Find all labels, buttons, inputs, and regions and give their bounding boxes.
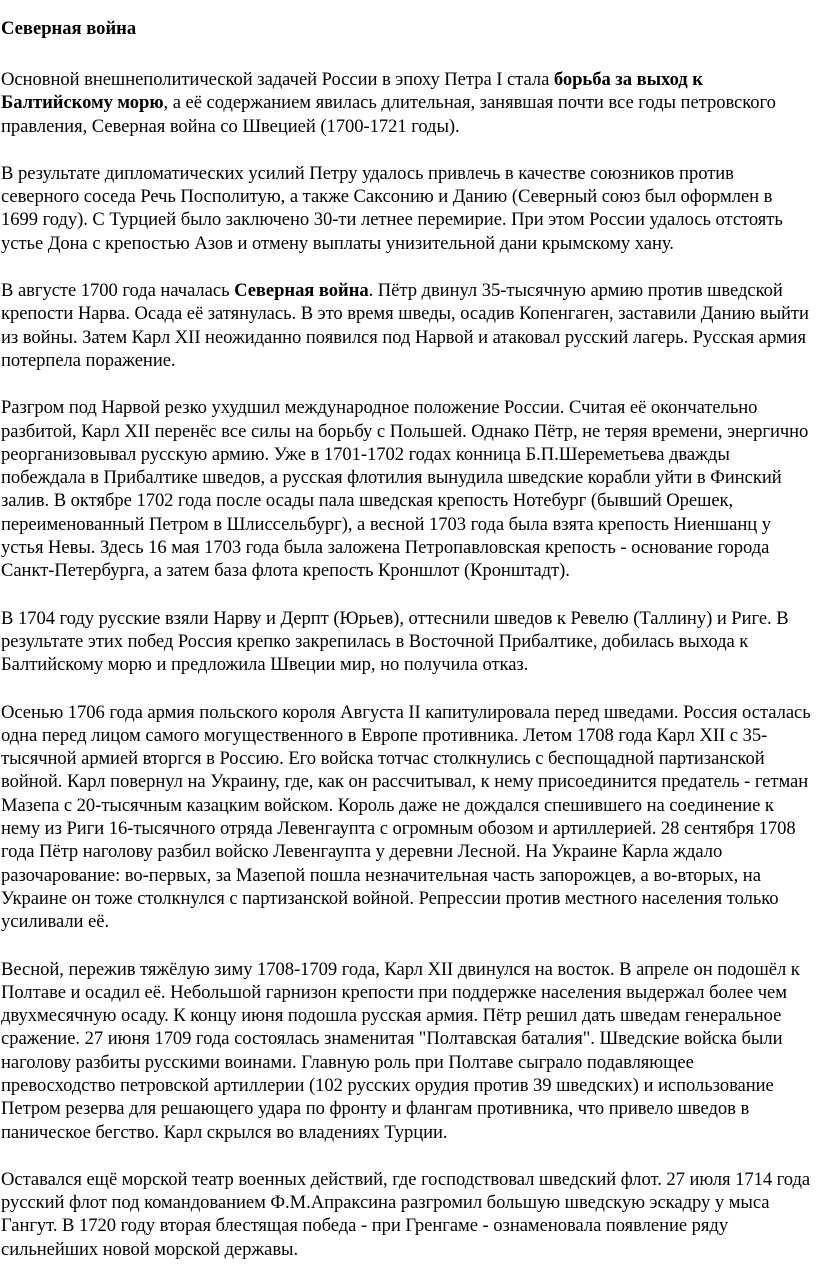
text-segment: В 1704 году русские взяли Нарву и Дерпт (Юрьев), оттеснили шведов к Ревелю (Таллину) и Риге. В результате этих побед Россия крепко закрепилась в Восточной Прибалтике, добилась выхода к Балтийскому морю и предложила Швеции мир, но получила отказ. [1, 607, 789, 676]
paragraph [1, 607, 811, 677]
document-body [1, 68, 811, 1261]
paragraph [1, 701, 811, 934]
paragraph [1, 279, 811, 372]
bold-text: Северная война [234, 280, 369, 302]
text-segment: Весной, пережив тяжёлую зиму 1708-1709 года, Карл XII двинулся на восток. В апреле он подошёл к Полтаве и осадил её. Небольшой гарнизон крепости при поддержке населения выдержал более чем двухмесячную осаду. К концу июня подошла русская армия. Пётр решил дать шведам генеральное сражение. 27 июня 1709 года состоялась знаменитая "Полтавская баталия". Шведские войска были наголову разбиты русскими воинами. Главную роль при Полтаве сыграло подавляющее превосходство петровской артиллерии (102 русских орудия против 39 шведских) и использование Петром резерва для решающего удара по фронту и флангам противника, что привело шведов в паническое бегство. Карл скрылся во владениях Турции. [1, 958, 800, 1143]
text-segment: Основной внешнеполитической задачей России в эпоху Петра I стала [1, 69, 554, 90]
bold-text: борьба за выход к Балтийскому морю [1, 69, 703, 114]
paragraph [1, 1168, 811, 1261]
paragraph [1, 68, 811, 138]
paragraph [1, 162, 811, 255]
paragraph [1, 396, 811, 582]
text-segment: В августе 1700 года началась [1, 280, 235, 302]
text-segment: Разгром под Нарвой резко ухудшил международное положение России. Считая её окончательно разбитой, Карл XII перенёс все силы на борьбу с Польшей. Однако Пётр, не теряя времени, энергично реорганизовывал русскую армию. Уже в 1701-1702 годах конница Б.П.Шереметьева дважды побеждала в Прибалтике шведов, а русская флотилия вынудила шведские корабли уйти в Финский залив. В октябре 1702 года после осады пала шведская крепость Нотебург (бывший Орешек, переименованный Петром в Шлиссельбург), а весной 1703 года была взята крепость Ниеншанц у устья Невы. Здесь 16 мая 1703 года была заложена Петропавловская крепость - основание города Санкт-Петербурга, а затем база флота крепость Кроншлот (Кронштадт). [1, 397, 809, 582]
text-segment: . Пётр двинул 35-тысячную армию против шведской крепости Нарва. Осада её затянулась. В это время шведы, осадив Копенгаген, заставили Данию выйти из войны. Затем Карл XII неожиданно появился под Нарвой и атаковал русский лагерь. Русская армия потерпела поражение. [1, 280, 809, 371]
paragraph [1, 958, 811, 1144]
text-segment: В результате дипломатических усилий Петру удалось привлечь в качестве союзников против северного соседа Речь Посполитую, а также Саксонию и Данию (Северный союз был оформлен в 1699 году). С Турцией было заключено 30-ти летнее перемирие. При этом России удалось отстоять устье Дона с крепостью Азов и отмену выплаты унизительной дани крымскому хану. [1, 162, 783, 254]
text-segment: Оставался ещё морской театр военных действий, где господствовал шведский флот. 27 июля 1714 года русский флот под командованием Ф.М.Апраксина разгромил большую шведскую эскадру у мыса Гангут. В 1720 году вторая блестящая победа - при Гренгаме - ознаменовала появление ряду сильнейших новой морской державы. [1, 1168, 811, 1260]
document-title: Северная война [1, 18, 137, 39]
text-segment: Осенью 1706 года армия польского короля Августа II капитулировала перед шведами. Россия осталась одна перед лицом самого могущественного в Европе противника. Летом 1708 года Карл XII с 35-тысячной армией вторгся в Россию. Его войска тотчас столкнулись с беспощадной партизанской войной. Карл повернул на Украину, где, как он рассчитывал, к нему присоединится предатель - гетман Мазепа с 20-тысячным казацким войском. Король даже не дождался спешившего на соединение к нему из Риги 16-тысячного отряда Левенгаупта с огромным обозом и артиллерией. 28 сентября 1708 года Пётр наголову разбил войско Левенгаупта у деревни Лесной. На Украине Карла ждало разочарование: во-первых, за Мазепой пошла незначительная часть запорожцев, а во-вторых, на Украине он тоже столкнулся с партизанской войной. Репрессии против местного населения только усиливали её. [1, 701, 811, 933]
text-segment: , а её содержанием явилась длительная, занявшая почти все годы петровского правления, Северная война со Швецией (1700-1721 годы). [1, 92, 776, 137]
